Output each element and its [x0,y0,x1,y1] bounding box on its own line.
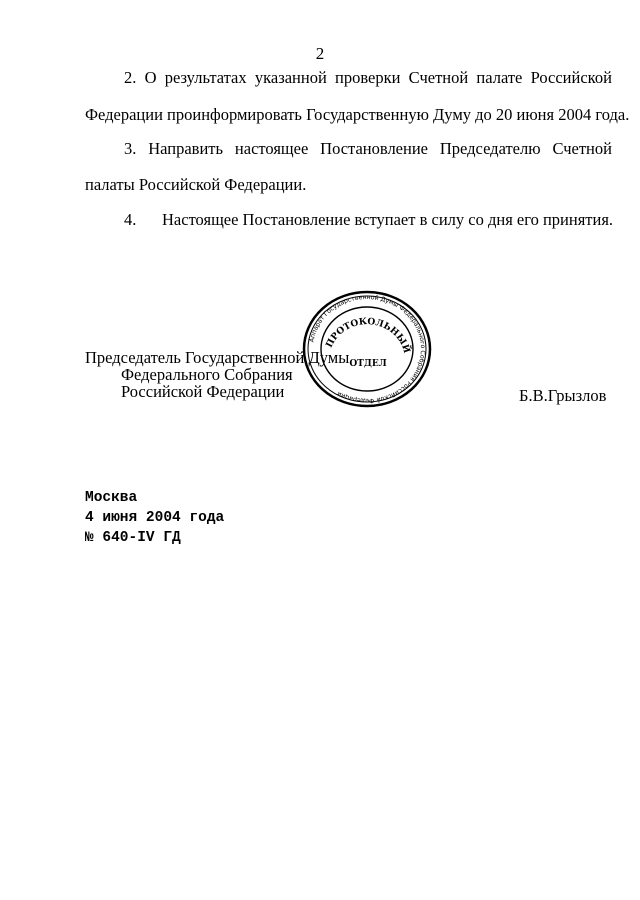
signature-position-line-3: Российской Федерации [121,382,285,401]
item-2-first-line [124,70,612,87]
item-4-number: 4. [124,210,137,229]
item-3-word: настоящее [234,139,309,158]
footer-doc-number: № 640-IV ГД [85,530,181,546]
item-2-word: палате [476,68,523,87]
footer-city: Москва [85,490,138,506]
item-3-number: 3. [124,139,137,158]
item-4-text: Настоящее Постановление вступает в силу со дня его принятия. [162,210,614,229]
signature-position-line-2: Федерального Собрания [121,365,293,384]
item-3-word: Председателю [439,139,541,158]
signature-position-line-1: Председатель Государственной Думы [85,348,350,367]
seal-arc-text: ПРОТОКОЛЬНЫЙ [324,317,412,355]
item-3-continuation: палаты Российской Федерации. [85,175,307,194]
item-2-word: Российской [530,68,612,87]
page-number: 2 [315,44,325,63]
item-2-word: проверки [335,68,401,87]
item-2-number: 2. [124,68,137,87]
item-3-word: Счетной [552,139,612,158]
seal-center-text: ОТДЕЛ [349,359,387,369]
item-2-word: Счетной [408,68,469,87]
item-2-word: О [144,68,157,87]
item-2-word: результатах [164,68,247,87]
item-4-line [124,212,613,229]
seal-outer-text: Аппарат Государственной Думы Федерального Собрания Российской Федерации [308,293,427,405]
signatory-name: Б.В.Грызлов [519,386,607,405]
footer-date: 4 июня 2004 года [85,510,225,526]
item-2-continuation: Федерации проинформировать Государственную Думу до 20 июня 2004 года. [85,105,630,124]
item-3-word: Направить [148,139,224,158]
item-3-first-line [124,141,612,158]
item-2-word: указанной [254,68,327,87]
item-3-word: Постановление [320,139,428,158]
